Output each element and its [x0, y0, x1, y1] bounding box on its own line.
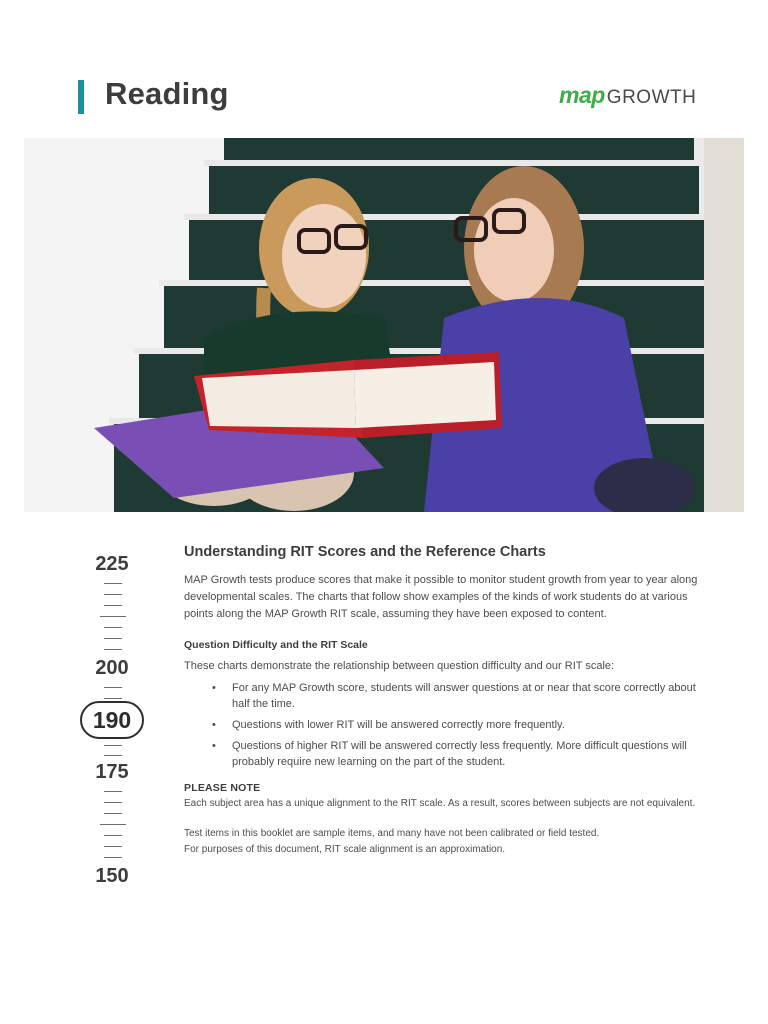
- scale-tick: [104, 755, 122, 756]
- scale-tick: [104, 583, 122, 584]
- scale-tick: [104, 802, 122, 803]
- scale-tick: [104, 857, 122, 858]
- intro-paragraph: MAP Growth tests produce scores that make it possible to monitor student growth from year to year along developmental scales. The charts that follow show examples of the kinds of work students do at various points along the MAP Growth RIT scale, assuming they have been exposed to content.: [184, 574, 698, 620]
- scale-tick: [104, 638, 122, 639]
- title-accent-bar: [78, 80, 84, 114]
- page-title: Reading: [105, 76, 229, 111]
- scale-tick: [104, 687, 122, 688]
- scale-tick: [104, 698, 122, 699]
- map-growth-logo: [559, 82, 696, 106]
- scale-tick: [104, 791, 122, 792]
- scale-label-150: 150: [95, 865, 129, 887]
- hero-photo: [24, 138, 744, 512]
- note-title: PLEASE NOTE: [184, 782, 261, 794]
- note-text: Each subject area has a unique alignment to the RIT scale. As a result, scores between subjects are not equivalent.: [184, 798, 696, 809]
- footer-line-1: Test items in this booklet are sample items, and many have not been calibrated or field tested.: [184, 828, 600, 839]
- scale-label-200: 200: [95, 657, 129, 679]
- spacer: [184, 812, 704, 826]
- rit-scale-graphic: [80, 545, 146, 895]
- scale-tick: [104, 627, 122, 628]
- scale-label-175: 175: [95, 761, 129, 783]
- logo-growth-text: GROWTH: [606, 87, 697, 108]
- scale-tick: [100, 824, 126, 825]
- scale-tick: [104, 649, 122, 650]
- difficulty-intro: These charts demonstrate the relationship between question difficulty and our RIT scale:: [184, 660, 615, 672]
- bullet-item: • Questions of higher RIT will be answered correctly less frequently. More difficult questions will probably require new learning on the part of the student.: [210, 738, 704, 770]
- difficulty-subtitle: Question Difficulty and the RIT Scale: [184, 639, 368, 651]
- scale-label-225: 225: [95, 553, 129, 575]
- scale-tick: [104, 846, 122, 847]
- bullet-item: • For any MAP Growth score, students will answer questions at or near that score correctly about half the time.: [210, 680, 704, 712]
- logo-map-text: map: [559, 82, 605, 108]
- scale-tick: [104, 813, 122, 814]
- scale-tick: [100, 616, 126, 617]
- scale-highlight-score: 190: [80, 701, 144, 739]
- bullet-item: • Questions with lower RIT will be answered correctly more frequently.: [210, 717, 704, 733]
- scale-tick: [104, 745, 122, 746]
- footer-line-2: For purposes of this document, RIT scale alignment is an approximation.: [184, 844, 506, 855]
- scale-tick: [104, 605, 122, 606]
- photo-two-girls-reading-icon: [24, 138, 744, 512]
- scale-tick: [104, 835, 122, 836]
- difficulty-bullet-list: [210, 680, 704, 770]
- scale-tick: [104, 594, 122, 595]
- section-title: Understanding RIT Scores and the Reference Charts: [184, 544, 546, 560]
- main-content: [184, 544, 704, 858]
